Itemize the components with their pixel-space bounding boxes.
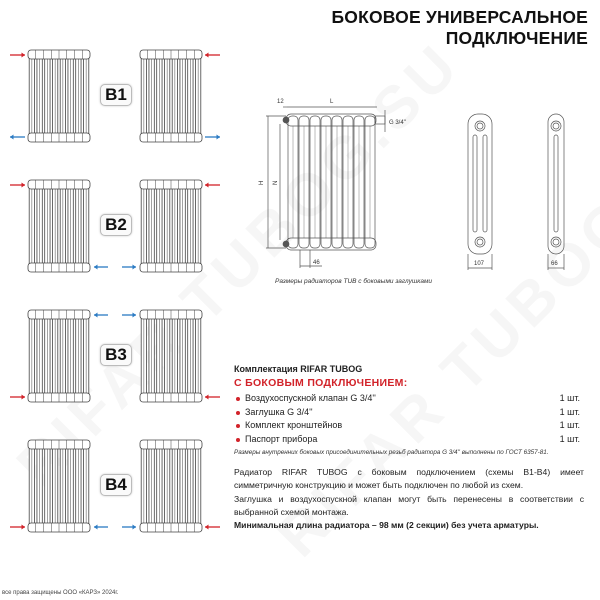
flow-arrow-icon [94,313,108,318]
kit-item-qty: 1 шт. [559,393,580,403]
flow-arrow-icon [205,183,220,188]
flow-arrow-icon [10,135,25,140]
title-line-2: ПОДКЛЮЧЕНИЕ [445,28,588,48]
thread-fitting [375,116,385,124]
kit-item-name: Заглушка G 3/4'' [245,406,313,417]
dim-axis: N [273,180,279,185]
flow-arrow-icon [122,313,136,318]
copyright-footer: все права защищены ООО «КАРЗ» 2024г. [2,590,119,596]
dim-pitch: 46 [313,260,320,266]
kit-item-qty: 1 шт. [559,433,580,444]
dim-depth-107: 107 [474,261,485,267]
kit-item-qty: 1 шт. [559,420,580,430]
dim-depth-66: 66 [551,261,558,267]
radiator-side-view-3-column [468,114,492,270]
flow-arrow-icon [122,265,136,270]
kit-item [234,433,586,447]
radiator [140,310,202,402]
kit-item [234,406,586,420]
flow-arrow-icon [205,135,220,140]
kit-item-name: Воздухоспускной клапан G 3/4'' [245,393,376,403]
description-p1: Радиатор RIFAR TUBOG с боковым подключением (схемы B1-B4) имеет симметричную конструкцию и может быть подключен по любой из схем. [234,467,584,491]
scheme-label-b4: B4 [100,474,132,496]
radiator [28,180,90,272]
flow-arrow-icon [10,525,25,530]
flow-arrow-icon [10,395,25,400]
kit-item [234,419,586,433]
kit-note: Размеры внутренних боковых присоединительных резьб радиатора G 3/4'' выполнены по ГОСТ 6357-81. [234,449,549,456]
radiator-side-view-2-column [548,114,564,270]
flow-arrow-icon [122,525,136,530]
description-p3: Минимальная длина радиатора – 98 мм (2 секции) без учета арматуры. [234,520,539,531]
drawing-caption: Размеры радиаторов TUB с боковыми заглушками [275,278,433,285]
flow-arrow-icon [94,265,108,270]
flow-arrow-icon [205,53,220,58]
scheme-label-b2: B2 [100,214,132,236]
kit-item [234,392,586,406]
dim-height: H [259,180,265,185]
radiator [28,440,90,532]
radiator-front-view [283,114,376,250]
radiator [140,50,202,142]
radiator [28,50,90,142]
kit-section [234,364,586,456]
flow-arrow-icon [10,53,25,58]
dim-length: L [330,99,334,105]
scheme-label-b3: B3 [100,344,132,366]
flow-arrow-icon [10,183,25,188]
page-title [331,7,588,49]
title-line-1: БОКОВОЕ УНИВЕРСАЛЬНОЕ [331,7,588,27]
flow-arrow-icon [205,395,220,400]
dimension-drawing [250,90,600,280]
kit-item-qty: 1 шт. [559,406,580,417]
radiator [140,180,202,272]
flow-arrow-icon [94,525,108,530]
dim-thread: G 3/4'' [389,120,406,126]
radiator [140,440,202,532]
kit-subheading: С БОКОВЫМ ПОДКЛЮЧЕНИЕМ: [234,377,408,389]
description [234,466,584,532]
scheme-label-b1: B1 [100,84,132,106]
flow-arrow-icon [205,525,220,530]
kit-item-name: Паспорт прибора [245,433,318,444]
radiator [28,310,90,402]
dim-offset: 12 [277,99,284,105]
kit-item-name: Комплект кронштейнов [245,420,343,430]
kit-heading: Комплектация RIFAR TUBOG [234,364,363,374]
kit-list [234,392,586,446]
description-p2: Заглушка и воздухоспускной клапан могут быть перенесены в соответствии с выбранной схемой монтажа. [234,493,584,517]
